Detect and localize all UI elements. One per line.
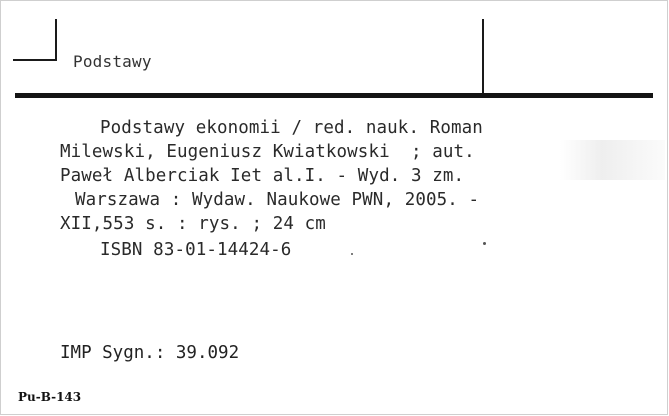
corner-mark-vertical: [55, 19, 57, 61]
header-rule: [15, 93, 653, 98]
header-title: Podstawy: [73, 52, 152, 71]
ink-speck: [483, 242, 486, 245]
header-divider-vertical: [482, 19, 484, 94]
entry-line-2: Milewski, Eugeniusz Kwiatkowski ; aut.: [60, 142, 475, 162]
isbn-line: ISBN 83-01-14424-6: [100, 240, 292, 260]
entry-line-4: Warszawa : Wydaw. Naukowe PWN, 2005. -: [75, 190, 480, 210]
corner-mark-horizontal: [13, 59, 57, 61]
entry-line-1: Podstawy ekonomii / red. nauk. Roman: [100, 118, 483, 138]
ink-speck: [351, 253, 353, 255]
library-stamp: Pu-B-143: [18, 390, 82, 404]
entry-line-5: XII,553 s. : rys. ; 24 cm: [60, 214, 326, 234]
call-number: IMP Sygn.: 39.092: [60, 343, 240, 363]
paper-smudge: [560, 140, 665, 180]
entry-line-3: Paweł Alberciak Iet al.I. - Wyd. 3 zm.: [60, 166, 465, 186]
